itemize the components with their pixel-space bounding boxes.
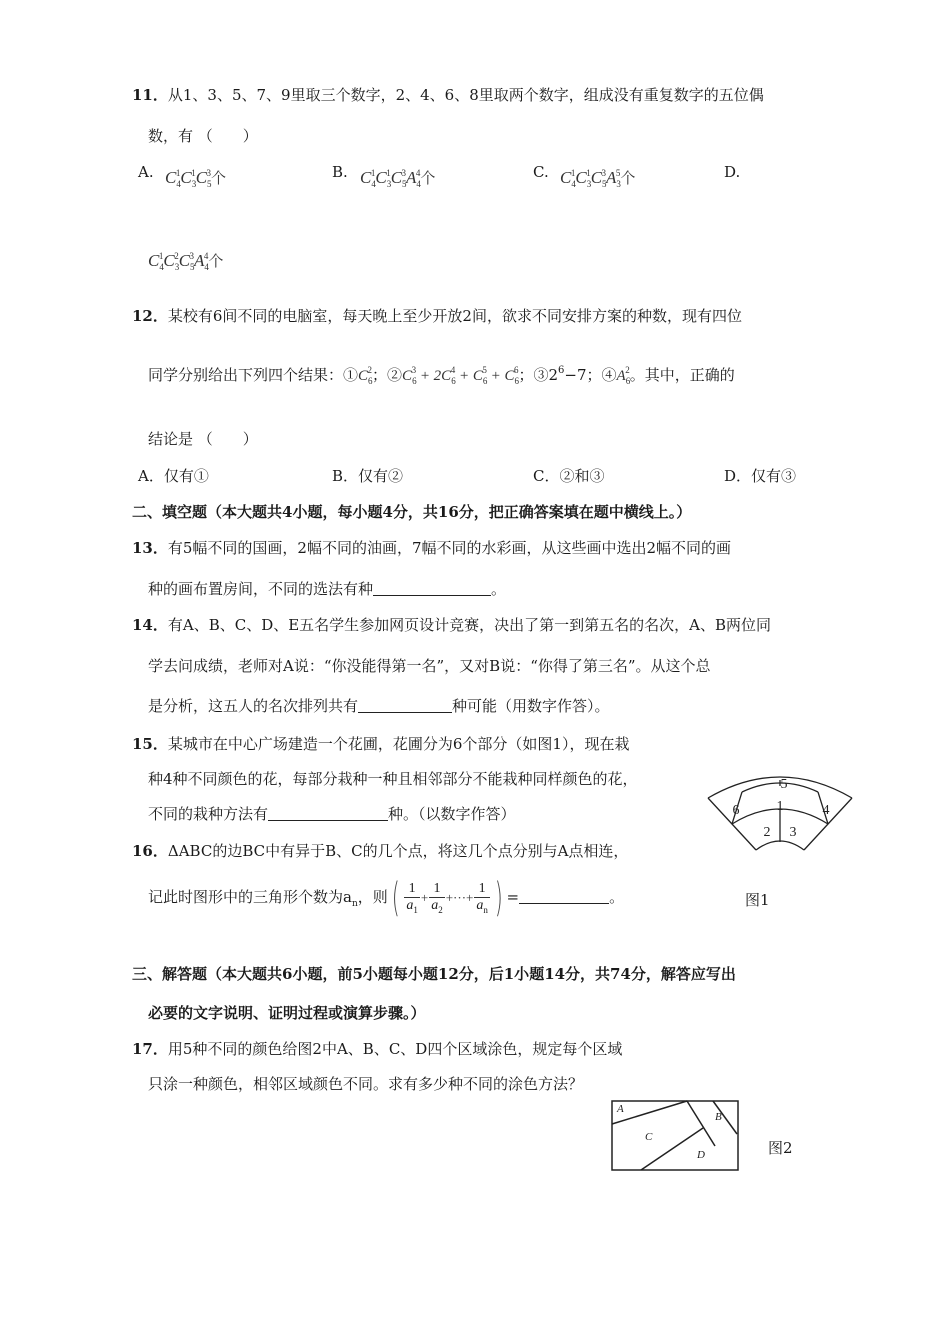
q12-option-a: A．仅有① bbox=[138, 467, 209, 485]
q11-option-b-formula: $C_4^1C_3^1C_5^3A_4^4$个 bbox=[360, 168, 436, 189]
section3-heading-line1: 三、解答题（本大题共6小题，前5小题每小题12分，后1小题14分，共74分，解答应写出 bbox=[132, 965, 736, 983]
q12-line1: 12．某校有6间不同的电脑室，每天晚上至少开放2间，欲求不同安排方案的种数，现有四位 bbox=[132, 307, 742, 325]
figure1-region-4: 4 bbox=[822, 803, 830, 818]
q14-line2: 学去问成绩，老师对A说：“你没能得第一名”，又对B说：“你得了第三名”。从这个总 bbox=[148, 657, 711, 675]
q11-number: 11． bbox=[132, 86, 168, 104]
q11-option-c: C. bbox=[533, 163, 549, 181]
q12-line2: 同学分别给出下列四个结果：$①C_6^2$；$②C_6^3 + 2C_6^4 + C_6^5 + C_6^6$；$③2^6-7$；$④A_6^2$。其中，正确的 bbox=[148, 365, 735, 386]
figure2-regions bbox=[611, 1100, 739, 1172]
q14-line3: 是分析，这五人的名次排列共有 种可能（用数字作答）。 bbox=[148, 697, 610, 715]
q15-answer-blank[interactable] bbox=[268, 806, 388, 821]
figure1-region-5: 5 bbox=[780, 777, 788, 792]
q12-option-b: B．仅有② bbox=[332, 467, 404, 485]
q16-line2: 记此时图形中的三角形个数为$a_n$，则( $\frac{1}{a_1}$ + $\frac{1}{a_2}$ +···+ $\frac{1}{a_n}$ ) = 。 bbox=[148, 875, 625, 921]
figure1-flower-bed bbox=[704, 762, 856, 856]
figure2-region-a: A bbox=[617, 1103, 624, 1115]
q11-option-b: B. bbox=[332, 163, 348, 181]
figure1-region-3: 3 bbox=[789, 825, 797, 840]
q17-line2: 只涂一种颜色，相邻区域颜色不同。求有多少种不同的涂色方法？ bbox=[148, 1075, 584, 1093]
q15-line1: 15．某城市在中心广场建造一个花圃，花圃分为6个部分（如图1），现在栽 bbox=[132, 735, 630, 753]
q16-answer-blank[interactable] bbox=[519, 889, 609, 904]
figure1-inner-arc bbox=[756, 841, 804, 850]
figure1-region-1: 1 bbox=[776, 799, 784, 814]
q16-line1: 16．ΔABC的边BC中有异于B、C的几个点，将这几个点分别与A点相连， bbox=[132, 842, 629, 860]
q12-option-c: C．②和③ bbox=[533, 467, 605, 485]
q14-answer-blank[interactable] bbox=[358, 698, 452, 713]
q15-line3: 不同的栽种方法有 种。（以数字作答） bbox=[148, 805, 516, 823]
figure1-region-2: 2 bbox=[763, 825, 771, 840]
q17-line1: 17．用5种不同的颜色给图2中A、B、C、D四个区域涂色，规定每个区域 bbox=[132, 1040, 623, 1058]
q11-option-d-formula: $C_4^1C_3^2C_5^3A_4^4$个 bbox=[148, 251, 224, 272]
q13-answer-blank[interactable] bbox=[373, 581, 491, 596]
q11-option-a: A. bbox=[138, 163, 154, 181]
q12-line3: 结论是 （ ） bbox=[148, 430, 258, 448]
q13-line1: 13．有5幅不同的国画，2幅不同的油画，7幅不同的水彩画，从这些画中选出2幅不同的画 bbox=[132, 539, 732, 557]
q11-option-c-formula: $C_4^1C_3^1C_5^3A_3^5$个 bbox=[560, 168, 636, 189]
figure2-region-b: B bbox=[715, 1111, 722, 1123]
q12-option-d: D．仅有③ bbox=[724, 467, 797, 485]
q11-text1: 从1、3、5、7、9里取三个数字，2、4、6、8里取两个数字，组成没有重复数字的五位偶 bbox=[167, 86, 764, 104]
figure1-label: 图1 bbox=[745, 891, 770, 909]
q11-option-d: D. bbox=[724, 163, 741, 181]
figure2-region-d: D bbox=[697, 1149, 705, 1161]
figure2-region-c: C bbox=[645, 1131, 653, 1143]
q15-line2: 种4种不同颜色的花，每部分栽种一种且相邻部分不能栽种同样颜色的花， bbox=[148, 770, 638, 788]
q14-line1: 14．有A、B、C、D、E五名学生参加网页设计竞赛，决出了第一到第五名的名次，A、B两位同 bbox=[132, 616, 772, 634]
figure2-label: 图2 bbox=[768, 1139, 793, 1157]
q13-line2: 种的画布置房间，不同的选法有种 。 bbox=[148, 580, 507, 598]
section3-heading-line2: 必要的文字说明、证明过程或演算步骤。） bbox=[148, 1004, 426, 1022]
q11-option-a-formula: $C_4^1C_3^1C_5^3$个 bbox=[165, 168, 227, 189]
q11-line2: 数，有 （ ） bbox=[148, 127, 258, 145]
section2-heading: 二、填空题（本大题共4小题，每小题4分，共16分，把正确答案填在题中横线上。） bbox=[132, 503, 692, 521]
q11-line1 bbox=[132, 84, 764, 105]
figure1-region-6: 6 bbox=[732, 803, 740, 818]
